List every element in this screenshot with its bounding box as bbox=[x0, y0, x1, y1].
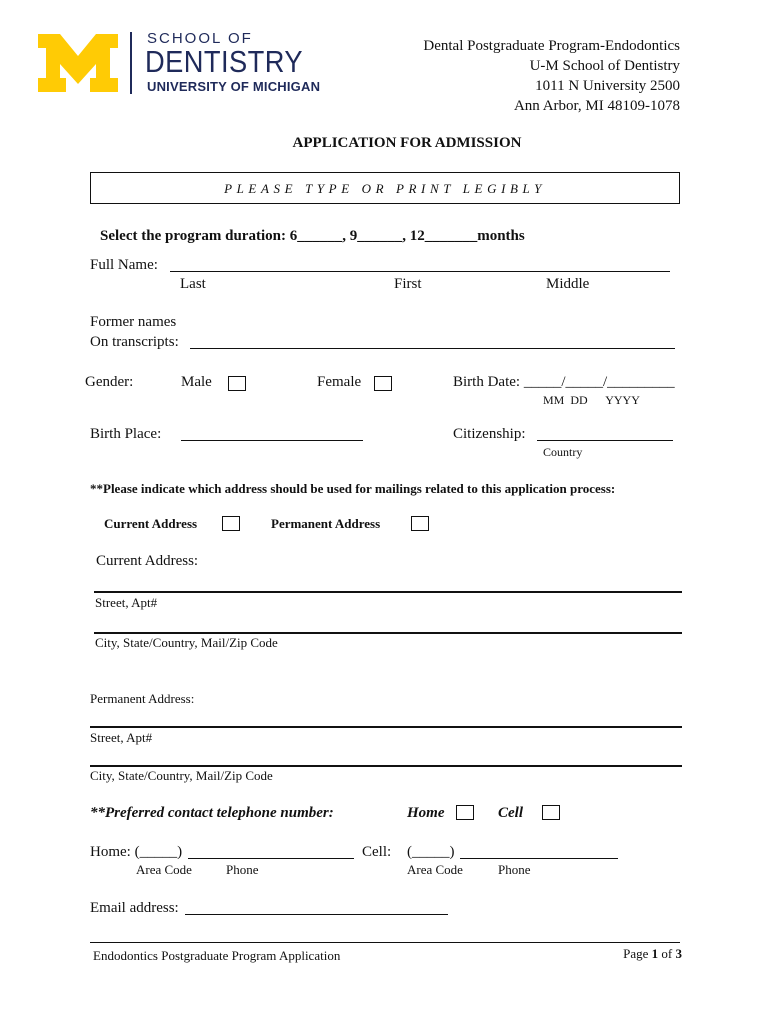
full-name-label: Full Name: bbox=[90, 257, 158, 273]
full-name-line[interactable] bbox=[170, 271, 670, 272]
preferred-cell-checkbox[interactable] bbox=[542, 805, 560, 820]
page-of: of bbox=[661, 946, 673, 961]
mailing-current-checkbox[interactable] bbox=[222, 516, 240, 531]
home-phone-line[interactable] bbox=[188, 858, 354, 859]
gender-label: Gender: bbox=[85, 374, 134, 390]
first-name-caption: First bbox=[394, 276, 422, 292]
page-current: 1 bbox=[651, 946, 659, 961]
cell-area-code-caption: Area Code bbox=[407, 862, 463, 877]
permanent-city-caption: City, State/Country, Mail/Zip Code bbox=[90, 768, 273, 783]
home-phone-caption: Phone bbox=[226, 862, 259, 877]
birth-place-line[interactable] bbox=[181, 440, 363, 441]
permanent-street-line[interactable] bbox=[90, 726, 682, 728]
program-duration-field[interactable]: Select the program duration: 6______, 9______, 12_______months bbox=[100, 228, 525, 244]
email-line[interactable] bbox=[185, 914, 448, 915]
former-names-line[interactable] bbox=[190, 348, 675, 349]
female-label: Female bbox=[317, 374, 362, 390]
birth-date-format: MM DD YYYY bbox=[543, 393, 640, 407]
last-name-caption: Last bbox=[180, 276, 206, 292]
permanent-address-heading: Permanent Address: bbox=[90, 691, 195, 706]
birth-place-label: Birth Place: bbox=[90, 426, 162, 442]
cell-phone-line[interactable] bbox=[460, 858, 618, 859]
current-city-line[interactable] bbox=[94, 632, 682, 634]
logo-divider bbox=[130, 32, 132, 94]
citizenship-label: Citizenship: bbox=[453, 426, 526, 442]
footer-title: Endodontics Postgraduate Program Application bbox=[93, 948, 341, 963]
preferred-phone-label: **Preferred contact telephone number: bbox=[90, 805, 334, 821]
header-address-line3: 1011 N University 2500 bbox=[535, 78, 680, 94]
citizenship-line[interactable] bbox=[537, 440, 673, 441]
current-address-heading: Current Address: bbox=[96, 553, 199, 569]
former-names-label: Former names bbox=[90, 314, 177, 330]
header-address-line4: Ann Arbor, MI 48109-1078 bbox=[513, 98, 680, 114]
citizenship-country-caption: Country bbox=[543, 445, 583, 459]
page-title: APPLICATION FOR ADMISSION bbox=[292, 135, 522, 151]
current-street-line[interactable] bbox=[94, 591, 682, 593]
male-label: Male bbox=[181, 374, 212, 390]
logo-university: UNIVERSITY OF MICHIGAN bbox=[147, 79, 321, 94]
cell-phone-area-field[interactable]: (_____) bbox=[407, 844, 455, 860]
michigan-block-m-logo bbox=[38, 34, 118, 92]
mailing-address-note: **Please indicate which address should be used for mailings related to this application process: bbox=[90, 481, 616, 496]
permanent-street-caption: Street, Apt# bbox=[90, 730, 153, 745]
preferred-home-label: Home bbox=[407, 805, 445, 821]
logo-dentistry: DENTISTRY bbox=[145, 44, 304, 79]
email-label: Email address: bbox=[90, 900, 179, 916]
page-total: 3 bbox=[675, 946, 682, 961]
home-phone-area-field[interactable]: Home: (_____) bbox=[90, 844, 183, 860]
mailing-permanent-label: Permanent Address bbox=[271, 516, 381, 531]
mailing-current-label: Current Address bbox=[104, 516, 198, 531]
mailing-permanent-checkbox[interactable] bbox=[411, 516, 429, 531]
male-checkbox[interactable] bbox=[228, 376, 246, 391]
page-number bbox=[623, 946, 682, 962]
header-address-line1: Dental Postgraduate Program-Endodontics bbox=[423, 38, 680, 54]
on-transcripts-label: On transcripts: bbox=[90, 334, 179, 350]
permanent-city-line[interactable] bbox=[90, 765, 682, 767]
current-street-caption: Street, Apt# bbox=[95, 595, 158, 610]
home-area-code-caption: Area Code bbox=[136, 862, 192, 877]
page-prefix: Page bbox=[623, 946, 649, 961]
logo-school-of: SCHOOL OF bbox=[147, 30, 253, 47]
middle-name-caption: Middle bbox=[546, 276, 590, 292]
preferred-cell-label: Cell bbox=[498, 805, 523, 821]
header-address-line2: U-M School of Dentistry bbox=[529, 58, 680, 74]
current-city-caption: City, State/Country, Mail/Zip Code bbox=[95, 635, 278, 650]
preferred-home-checkbox[interactable] bbox=[456, 805, 474, 820]
female-checkbox[interactable] bbox=[374, 376, 392, 391]
cell-phone-label: Cell: bbox=[362, 844, 392, 860]
cell-phone-caption: Phone bbox=[498, 862, 531, 877]
footer-rule bbox=[90, 942, 680, 943]
birth-date-field[interactable]: Birth Date: _____/_____/_________ bbox=[453, 374, 675, 390]
instruction-banner: PLEASE TYPE OR PRINT LEGIBLY bbox=[90, 172, 680, 204]
